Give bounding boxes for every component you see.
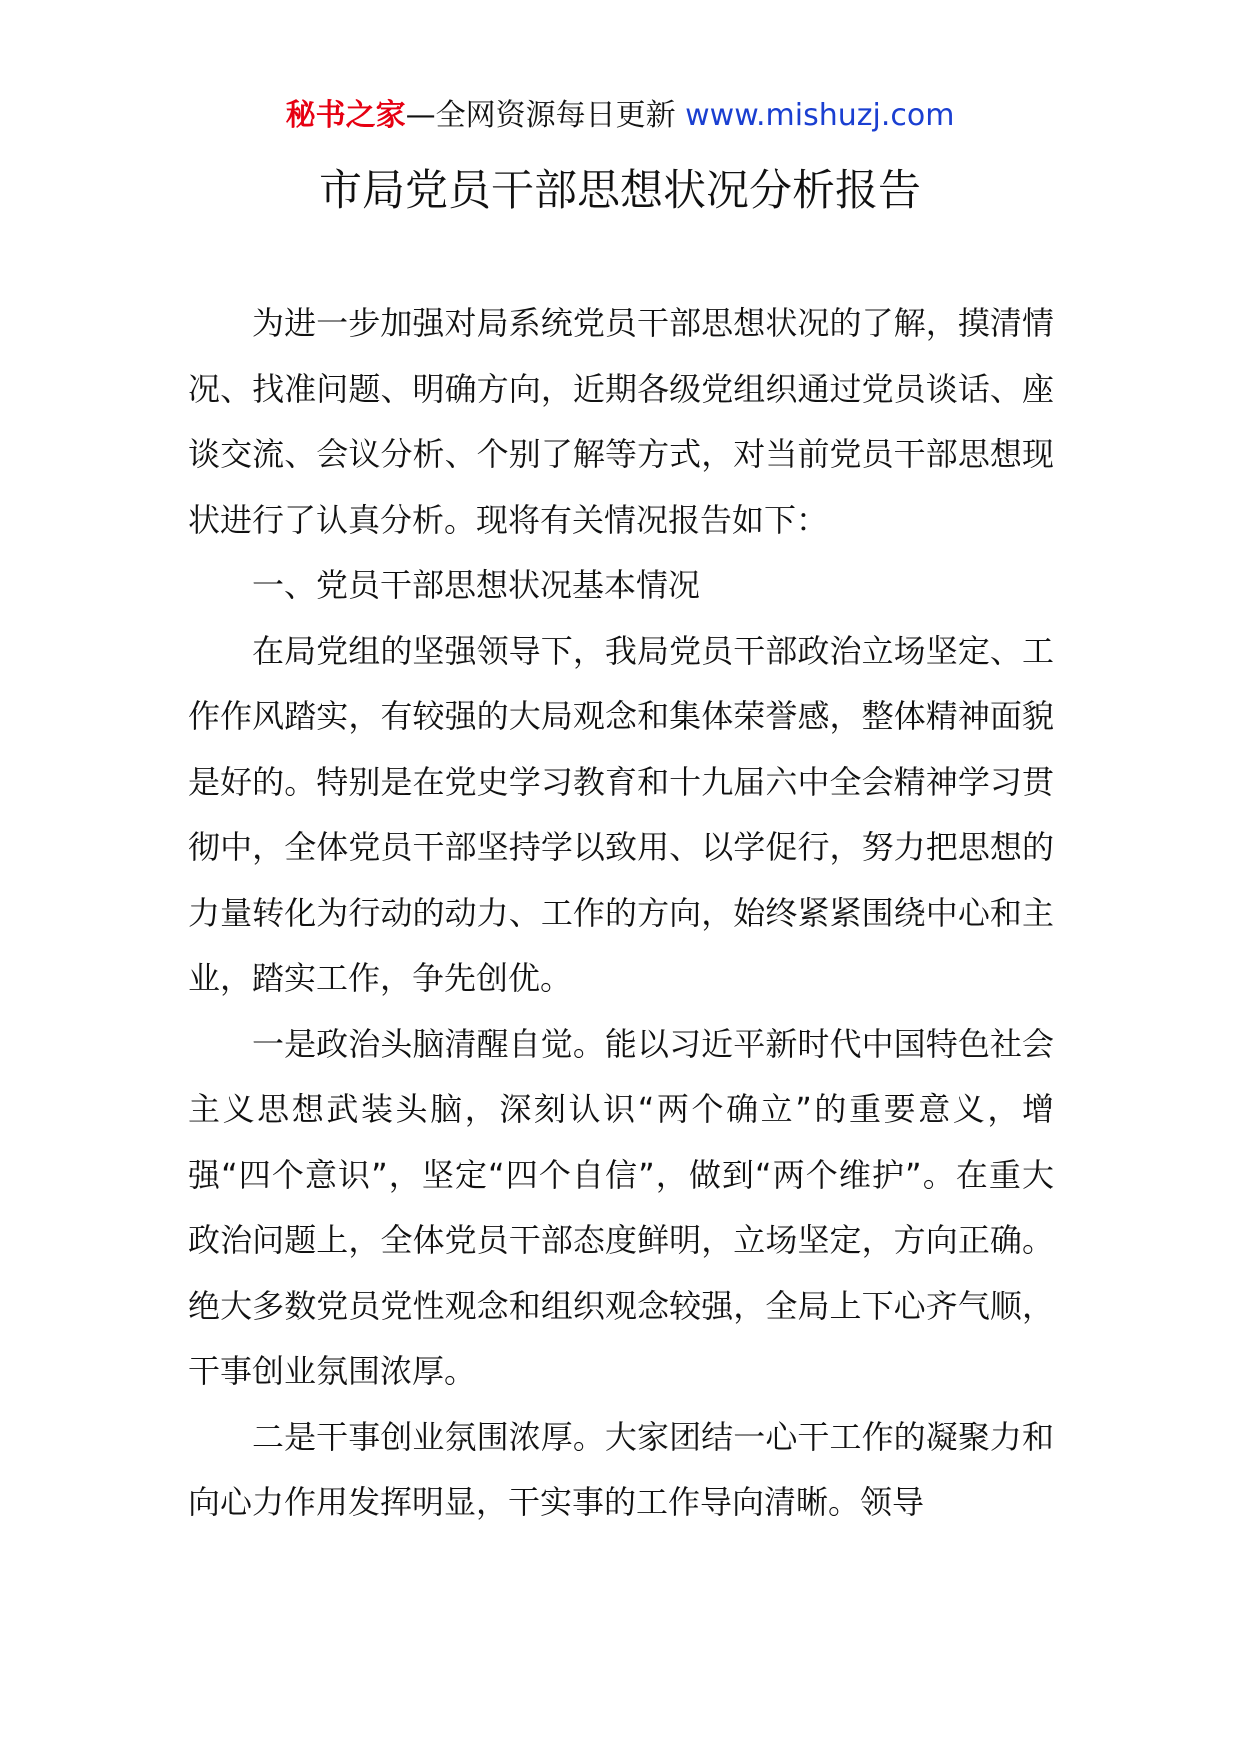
site-header <box>0 96 1240 136</box>
site-brand: 秘书之家 <box>285 98 406 133</box>
site-tagline: —全网资源每日更新 <box>405 98 686 133</box>
document-title: 市局党员干部思想状况分析报告 <box>319 166 921 216</box>
point-one-paragraph: 一是政治头脑清醒自觉。能以习近平新时代中国特色社会主义思想武装头脑，深刻认识“两个确立”的重要意义，增强“四个意识”，坚定“四个自信”，做到“两个维护”。在重大政治问题上，全体党员干部态度鲜明，立场坚定，方向正确。绝大多数党员党性观念和组织观念较强，全局上下心齐气顺，干事创业氛围浓厚。 <box>188 1024 1054 1390</box>
site-url-link[interactable]: www.mishuzj.com <box>685 98 955 133</box>
overview-paragraph: 在局党组的坚强领导下，我局党员干部政治立场坚定、工作作风踏实，有较强的大局观念和集体荣誉感，整体精神面貌是好的。特别是在党史学习教育和十九届六中全会精神学习贯彻中，全体党员干部坚持学以致用、以学促行，努力把思想的力量转化为行动的动力、工作的方向，始终紧紧围绕中心和主业，踏实工作，争先创优。 <box>188 631 1054 997</box>
document-body <box>188 291 1054 1536</box>
intro-paragraph: 为进一步加强对局系统党员干部思想状况的了解，摸清情况、找准问题、明确方向，近期各级党组织通过党员谈话、座谈交流、会议分析、个别了解等方式，对当前党员干部思想现状进行了认真分析。现将有关情况报告如下： <box>188 304 1054 539</box>
point-two-paragraph: 二是干事创业氛围浓厚。大家团结一心干工作的凝聚力和向心力作用发挥明显，干实事的工作导向清晰。领导 <box>188 1417 1054 1521</box>
section-heading: 一、党员干部思想状况基本情况 <box>252 566 701 604</box>
